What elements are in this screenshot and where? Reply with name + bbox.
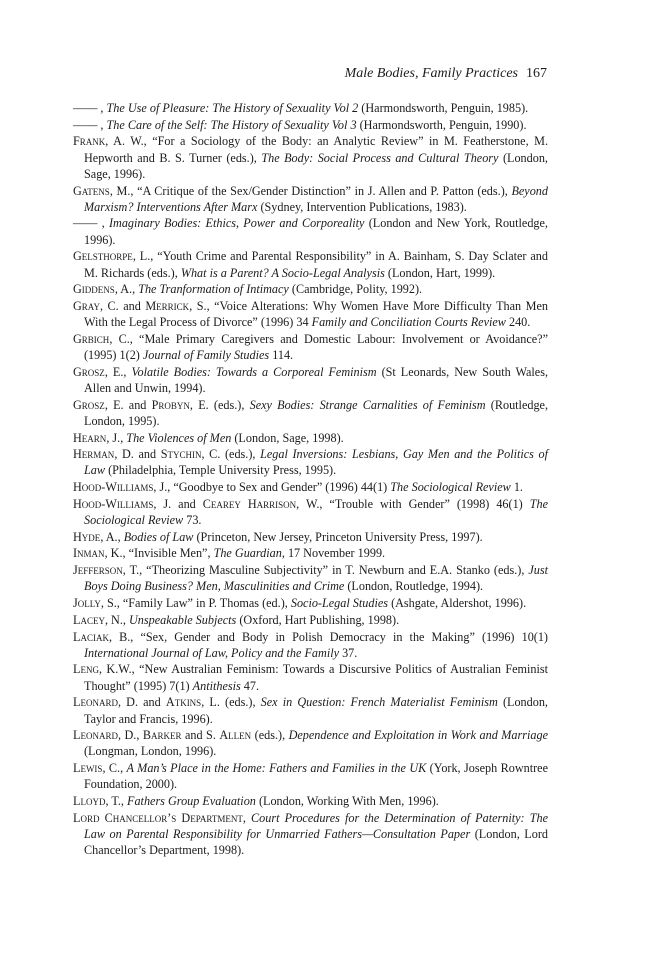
entry-title: The Body: Social Process and Cultural Theory — [261, 150, 499, 165]
entry-author: Grosz — [73, 397, 105, 412]
entry-author: Barker — [142, 728, 182, 743]
entry-title: What is a Parent? A Socio-Legal Analysis — [180, 265, 385, 280]
entry-author: Hood-Williams — [73, 480, 154, 495]
entry-text: (Longman, London, 1996). — [84, 744, 217, 759]
bibliography-entry — [73, 100, 548, 116]
entry-text: (York, Joseph Rowntree Foundation, 2000). — [84, 761, 548, 792]
entry-author: Gray — [73, 298, 100, 313]
entry-title: Bodies of Law — [123, 529, 194, 544]
entry-author: Grbich — [73, 331, 110, 346]
entry-text: 114. — [269, 348, 294, 363]
entry-author: Hearn — [73, 430, 107, 445]
entry-author: Grosz — [73, 364, 105, 379]
entry-text: (London, Routledge, 1994). — [344, 579, 484, 594]
entry-text: , E., — [104, 364, 132, 379]
entry-title: The Guardian — [213, 546, 282, 561]
entry-text: , K., “Invisible Men”, — [104, 546, 214, 561]
entry-text: , D. and — [114, 447, 161, 462]
entry-text: (London, Lord Chancellor’s Department, 1998). — [84, 826, 548, 858]
entry-author: Herman — [73, 447, 115, 462]
entry-author: Hyde — [73, 529, 101, 544]
bibliography-entry — [73, 133, 548, 182]
entry-text: , J., “Goodbye to Sex and Gender” (1996) 44(1) — [153, 480, 391, 495]
bibliography-entry — [73, 661, 548, 693]
entry-text: , T., “Theorizing Masculine Subjectivity” in T. Newburn and E.A. Stanko (eds.), — [122, 563, 529, 578]
bibliography-entry — [73, 760, 548, 792]
entry-author: Inman — [73, 546, 105, 561]
entry-title: The Violences of Men — [126, 430, 232, 445]
entry-title: Sexy Bodies: Strange Carnalities of Feminism — [249, 397, 486, 412]
entry-text: 240. — [505, 315, 531, 330]
bibliography-entry — [73, 281, 548, 297]
entry-text: (Oxford, Hart Publishing, 1998). — [236, 612, 400, 627]
entry-author: Jolly — [73, 596, 101, 611]
entry-author: Stychin — [160, 447, 202, 462]
entry-title: A Man’s Place in the Home: Fathers and Families in the UK — [126, 761, 427, 776]
entry-title: The Care of the Self: The History of Sexuality Vol 3 — [106, 117, 357, 132]
entry-text: (Sydney, Intervention Publications, 1983). — [257, 199, 467, 214]
bibliography-entry — [73, 727, 548, 759]
entry-text: (London, Working With Men, 1996). — [255, 794, 439, 809]
entry-text: (London and New York, Routledge, 1996). — [84, 216, 548, 247]
entry-title: Volatile Bodies: Towards a Corporeal Feminism — [131, 364, 377, 379]
entry-author: Lord Chancellor’s Department — [73, 810, 243, 825]
bibliography-entry — [73, 331, 548, 363]
entry-text: (Princeton, New Jersey, Princeton University Press, 1997). — [193, 529, 483, 544]
entry-author: Laciak — [73, 629, 109, 644]
entry-text: , C. and — [99, 298, 146, 313]
entry-text: , B., “Sex, Gender and Body in Polish Democracy in the Making” (1996) 10(1) — [108, 629, 548, 644]
entry-text: , L., “Youth Crime and Parental Responsibility” in A. Bainham, S. Day Sclater and M. Richards (eds.), — [84, 249, 548, 280]
entry-text: , A., — [100, 529, 124, 544]
entry-author: Frank — [73, 134, 106, 149]
entry-text: , A. W., “For a Sociology of the Body: an Analytic Review” in M. Featherstone, M. Hepworth and B. S. Turner (eds.), — [84, 134, 548, 165]
entry-title: The Use of Pleasure: The History of Sexuality Vol 2 — [106, 101, 359, 115]
entry-title: The Sociological Review — [390, 480, 511, 495]
entry-title: Family and Conciliation Courts Review — [311, 315, 506, 330]
entry-text: 47. — [240, 678, 260, 693]
entry-author: Gelsthorpe — [73, 249, 133, 264]
entry-author: Leng — [73, 662, 99, 677]
entry-author: Leonard — [73, 695, 118, 710]
entry-text: (Harmondsworth, Penguin, 1990). — [356, 117, 527, 132]
entry-title: Journal of Family Studies — [142, 348, 270, 363]
entry-title: Unspeakable Subjects — [129, 612, 237, 627]
bibliography-entry — [73, 612, 548, 628]
entry-text: 37. — [339, 645, 358, 660]
entry-author: Lewis — [73, 761, 103, 776]
entry-text: , T., — [105, 794, 128, 809]
entry-author: Probyn — [151, 397, 190, 412]
bibliography-entry — [73, 545, 548, 561]
entry-text: and S. — [181, 728, 220, 743]
entry-author: Hood-Williams — [73, 496, 154, 511]
entry-text: (London, Sage, 1996). — [84, 150, 548, 181]
bibliography-entry — [73, 397, 548, 429]
entry-text: , 17 November 1999. — [281, 546, 386, 561]
bibliography-entry — [73, 562, 548, 594]
entry-text: , W., “Trouble with Gender” (1998) 46(1) — [296, 496, 530, 511]
entry-text: , J., — [106, 430, 127, 445]
entry-title: Just Boys Doing Business? Men, Masculinities and Crime — [84, 563, 548, 594]
entry-text: (London, Sage, 1998). — [231, 430, 344, 445]
bibliography-entry — [73, 479, 548, 495]
entry-text: , N., — [104, 612, 129, 627]
entry-text: (London, Hart, 1999). — [384, 265, 496, 280]
entry-text: , — [242, 810, 252, 825]
entry-text: (Harmondsworth, Penguin, 1985). — [358, 101, 529, 115]
bibliography-entry — [73, 248, 548, 280]
entry-title: Legal Inversions: Lesbians, Gay Men and the Politics of Law — [84, 447, 548, 478]
bibliography-entry — [73, 595, 548, 611]
entry-text: , J. and — [153, 496, 203, 511]
entry-text: , S., “Voice Alterations: Why Women Have More Difficulty Than Men With the Legal Process of Divorce” (1996) 34 — [84, 298, 548, 330]
entry-text: , E. (eds.), — [189, 397, 250, 412]
entry-title: Imaginary Bodies: Ethics, Power and Corporeality — [108, 216, 365, 231]
bibliography-entry — [73, 529, 548, 545]
entry-text: , C., — [102, 761, 127, 776]
bibliography-entry — [73, 298, 548, 330]
entry-author: Merrick — [145, 298, 190, 313]
entry-text: , L. (eds.), — [201, 695, 261, 710]
entry-text: , C. (eds.), — [201, 447, 261, 462]
bibliography-entry — [73, 183, 548, 215]
entry-text: , K.W., “New Australian Feminism: Towards a Discursive Politics of Australian Feminist Thought” (1995) 7(1) — [84, 662, 548, 693]
bibliography-entry — [73, 793, 548, 809]
entry-author: Gatens — [73, 183, 110, 198]
entry-title: The Sociological Review — [84, 496, 548, 528]
entry-text: (Ashgate, Aldershot, 1996). — [388, 596, 527, 611]
entry-title: International Journal of Law, Policy and the Family — [84, 645, 340, 660]
entry-author: Atkins — [165, 695, 202, 710]
bibliography-list — [73, 100, 548, 859]
entry-title: Socio-Legal Studies — [290, 596, 389, 611]
bibliography-entry — [73, 446, 548, 478]
entry-author: Leonard — [73, 728, 118, 743]
entry-title: Fathers Group Evaluation — [127, 794, 256, 809]
bibliography-entry — [73, 629, 548, 661]
entry-text: 73. — [183, 513, 202, 528]
entry-text: , S., “Family Law” in P. Thomas (ed.), — [100, 596, 291, 611]
entry-author: Allen — [219, 728, 252, 743]
entry-text: , A., — [114, 282, 139, 297]
running-title: Male Bodies, Family Practices — [344, 66, 518, 81]
entry-text: (eds.), — [251, 728, 289, 743]
entry-text: (Routledge, London, 1995). — [84, 397, 549, 428]
entry-text: (Cambridge, Polity, 1992). — [288, 282, 423, 297]
entry-author: Cearey Harrison — [202, 496, 297, 511]
bibliography-entry — [73, 496, 548, 528]
bibliography-entry — [73, 694, 548, 726]
entry-text: , D. and — [117, 695, 166, 710]
page-number: 167 — [526, 66, 547, 81]
entry-author: Lacey — [73, 612, 105, 627]
entry-text: 1. — [510, 480, 523, 495]
entry-title: The Tranformation of Intimacy — [138, 282, 289, 297]
entry-text: —— , — [73, 101, 107, 115]
entry-title: Beyond Marxism? Interventions After Marx — [84, 183, 548, 214]
bibliography-entry — [73, 430, 548, 446]
entry-text: , D., — [117, 728, 143, 743]
entry-author: Giddens — [73, 282, 115, 297]
entry-text: (London, Taylor and Francis, 1996). — [84, 695, 548, 726]
bibliography-entry — [73, 810, 548, 859]
entry-title: Dependence and Exploitation in Work and Marriage — [288, 728, 548, 743]
bibliography-entry — [73, 215, 548, 247]
running-head — [345, 66, 547, 82]
entry-text: —— , — [73, 117, 107, 132]
entry-title: Sex in Question: French Materialist Feminism — [260, 695, 498, 710]
entry-text: , C., “Male Primary Caregivers and Domestic Labour: Involvement or Avoidance?” (1995) 1(2) — [84, 331, 548, 363]
bibliography-entry — [73, 364, 548, 396]
entry-title: Antithesis — [192, 678, 241, 693]
bibliography-entry — [73, 117, 548, 133]
entry-author: Lloyd — [73, 794, 106, 809]
entry-text: —— , — [73, 216, 109, 231]
entry-title: Court Procedures for the Determination of Paternity: The Law on Parental Responsibility for Unmarried Fathers—Consultation Paper — [84, 810, 549, 841]
entry-text: (Philadelphia, Temple University Press, 1995). — [105, 463, 337, 478]
entry-text: (St Leonards, New South Wales, Allen and Unwin, 1994). — [84, 364, 549, 395]
entry-text: , E. and — [104, 397, 152, 412]
entry-author: Jefferson — [73, 563, 123, 578]
entry-text: , M., “A Critique of the Sex/Gender Distinction” in J. Allen and P. Patton (eds.), — [109, 183, 512, 198]
